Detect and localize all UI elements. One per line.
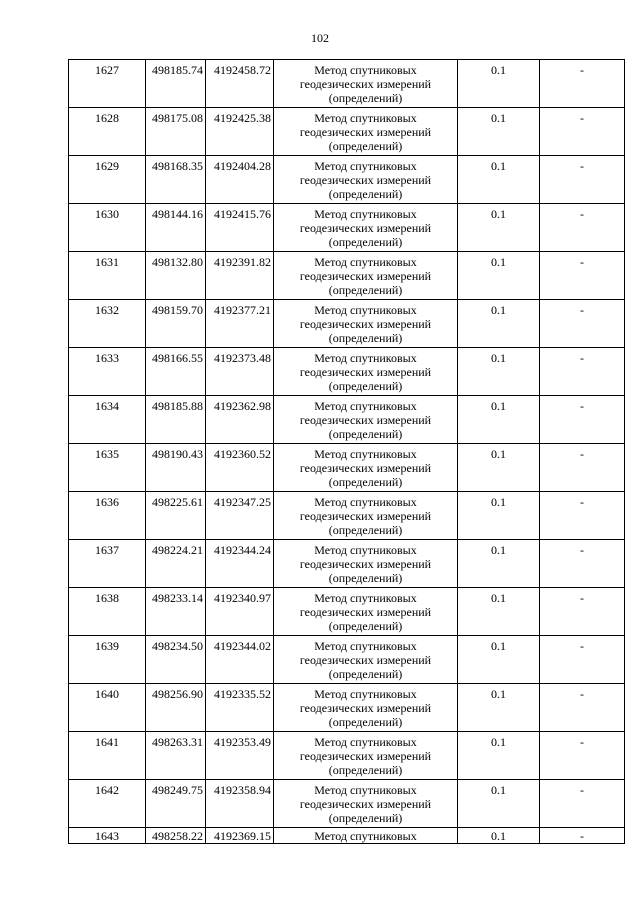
x-coordinate-cell: 498132.80 [146, 252, 206, 300]
accuracy-cell: 0.1 [458, 492, 540, 540]
y-coordinate-cell: 4192425.38 [206, 108, 274, 156]
table-row [69, 636, 625, 684]
point-number-cell: 1634 [69, 396, 146, 444]
y-coordinate-cell: 4192358.94 [206, 780, 274, 828]
point-number-cell: 1633 [69, 348, 146, 396]
point-number-cell: 1630 [69, 204, 146, 252]
method-cell: Метод спутниковых геодезических измерений (определений) [274, 60, 458, 108]
method-cell: Метод спутниковых геодезических измерений (определений) [274, 156, 458, 204]
table-row [69, 444, 625, 492]
x-coordinate-cell: 498224.21 [146, 540, 206, 588]
extra-cell: - [540, 156, 625, 204]
table-row [69, 396, 625, 444]
extra-cell: - [540, 204, 625, 252]
extra-cell: - [540, 828, 625, 844]
x-coordinate-cell: 498159.70 [146, 300, 206, 348]
extra-cell: - [540, 684, 625, 732]
accuracy-cell: 0.1 [458, 156, 540, 204]
table-row [69, 684, 625, 732]
y-coordinate-cell: 4192373.48 [206, 348, 274, 396]
x-coordinate-cell: 498258.22 [146, 828, 206, 844]
accuracy-cell: 0.1 [458, 780, 540, 828]
accuracy-cell: 0.1 [458, 60, 540, 108]
y-coordinate-cell: 4192347.25 [206, 492, 274, 540]
point-number-cell: 1627 [69, 60, 146, 108]
y-coordinate-cell: 4192391.82 [206, 252, 274, 300]
y-coordinate-cell: 4192369.15 [206, 828, 274, 844]
extra-cell: - [540, 444, 625, 492]
point-number-cell: 1639 [69, 636, 146, 684]
point-number-cell: 1628 [69, 108, 146, 156]
point-number-cell: 1632 [69, 300, 146, 348]
table-row [69, 204, 625, 252]
table-row [69, 588, 625, 636]
point-number-cell: 1636 [69, 492, 146, 540]
table-row [69, 108, 625, 156]
table-row [69, 156, 625, 204]
x-coordinate-cell: 498233.14 [146, 588, 206, 636]
y-coordinate-cell: 4192344.02 [206, 636, 274, 684]
x-coordinate-cell: 498175.08 [146, 108, 206, 156]
table-row [69, 60, 625, 108]
table-row [69, 780, 625, 828]
point-number-cell: 1631 [69, 252, 146, 300]
method-cell: Метод спутниковых геодезических измерений (определений) [274, 732, 458, 780]
method-cell: Метод спутниковых геодезических измерений (определений) [274, 540, 458, 588]
x-coordinate-cell: 498185.88 [146, 396, 206, 444]
method-cell: Метод спутниковых геодезических измерений (определений) [274, 252, 458, 300]
extra-cell: - [540, 492, 625, 540]
extra-cell: - [540, 588, 625, 636]
extra-cell: - [540, 348, 625, 396]
x-coordinate-cell: 498168.35 [146, 156, 206, 204]
method-cell: Метод спутниковых геодезических измерений (определений) [274, 684, 458, 732]
y-coordinate-cell: 4192362.98 [206, 396, 274, 444]
accuracy-cell: 0.1 [458, 444, 540, 492]
method-cell: Метод спутниковых геодезических измерений (определений) [274, 396, 458, 444]
x-coordinate-cell: 498225.61 [146, 492, 206, 540]
accuracy-cell: 0.1 [458, 828, 540, 844]
y-coordinate-cell: 4192344.24 [206, 540, 274, 588]
x-coordinate-cell: 498166.55 [146, 348, 206, 396]
extra-cell: - [540, 108, 625, 156]
table-row [69, 348, 625, 396]
table-row [69, 540, 625, 588]
point-number-cell: 1635 [69, 444, 146, 492]
y-coordinate-cell: 4192335.52 [206, 684, 274, 732]
x-coordinate-cell: 498185.74 [146, 60, 206, 108]
point-number-cell: 1638 [69, 588, 146, 636]
accuracy-cell: 0.1 [458, 732, 540, 780]
accuracy-cell: 0.1 [458, 684, 540, 732]
point-number-cell: 1641 [69, 732, 146, 780]
extra-cell: - [540, 732, 625, 780]
y-coordinate-cell: 4192404.28 [206, 156, 274, 204]
accuracy-cell: 0.1 [458, 252, 540, 300]
y-coordinate-cell: 4192415.76 [206, 204, 274, 252]
point-number-cell: 1643 [69, 828, 146, 844]
method-cell: Метод спутниковых геодезических измерений (определений) [274, 588, 458, 636]
method-cell: Метод спутниковых геодезических измерений (определений) [274, 204, 458, 252]
accuracy-cell: 0.1 [458, 540, 540, 588]
method-cell: Метод спутниковых геодезических измерений (определений) [274, 636, 458, 684]
extra-cell: - [540, 300, 625, 348]
coordinates-table [68, 59, 625, 844]
accuracy-cell: 0.1 [458, 588, 540, 636]
y-coordinate-cell: 4192458.72 [206, 60, 274, 108]
table-row [69, 492, 625, 540]
extra-cell: - [540, 60, 625, 108]
point-number-cell: 1637 [69, 540, 146, 588]
extra-cell: - [540, 396, 625, 444]
accuracy-cell: 0.1 [458, 300, 540, 348]
method-cell: Метод спутниковых геодезических измерений (определений) [274, 108, 458, 156]
x-coordinate-cell: 498234.50 [146, 636, 206, 684]
table-row [69, 732, 625, 780]
x-coordinate-cell: 498256.90 [146, 684, 206, 732]
point-number-cell: 1629 [69, 156, 146, 204]
y-coordinate-cell: 4192377.21 [206, 300, 274, 348]
x-coordinate-cell: 498190.43 [146, 444, 206, 492]
accuracy-cell: 0.1 [458, 108, 540, 156]
y-coordinate-cell: 4192360.52 [206, 444, 274, 492]
method-cell: Метод спутниковых геодезических измерений (определений) [274, 780, 458, 828]
accuracy-cell: 0.1 [458, 204, 540, 252]
table-row [69, 252, 625, 300]
point-number-cell: 1640 [69, 684, 146, 732]
accuracy-cell: 0.1 [458, 636, 540, 684]
extra-cell: - [540, 252, 625, 300]
page-number: 102 [311, 31, 329, 45]
y-coordinate-cell: 4192340.97 [206, 588, 274, 636]
accuracy-cell: 0.1 [458, 348, 540, 396]
method-cell: Метод спутниковых геодезических измерений (определений) [274, 300, 458, 348]
method-cell: Метод спутниковых геодезических измерений (определений) [274, 492, 458, 540]
extra-cell: - [540, 540, 625, 588]
point-number-cell: 1642 [69, 780, 146, 828]
y-coordinate-cell: 4192353.49 [206, 732, 274, 780]
accuracy-cell: 0.1 [458, 396, 540, 444]
x-coordinate-cell: 498249.75 [146, 780, 206, 828]
method-cell: Метод спутниковых геодезических измерений (определений) [274, 444, 458, 492]
table-row [69, 828, 625, 844]
x-coordinate-cell: 498263.31 [146, 732, 206, 780]
method-cell: Метод спутниковых [274, 828, 458, 844]
extra-cell: - [540, 780, 625, 828]
extra-cell: - [540, 636, 625, 684]
coordinates-table-body [69, 60, 625, 844]
table-row [69, 300, 625, 348]
x-coordinate-cell: 498144.16 [146, 204, 206, 252]
method-cell: Метод спутниковых геодезических измерений (определений) [274, 348, 458, 396]
